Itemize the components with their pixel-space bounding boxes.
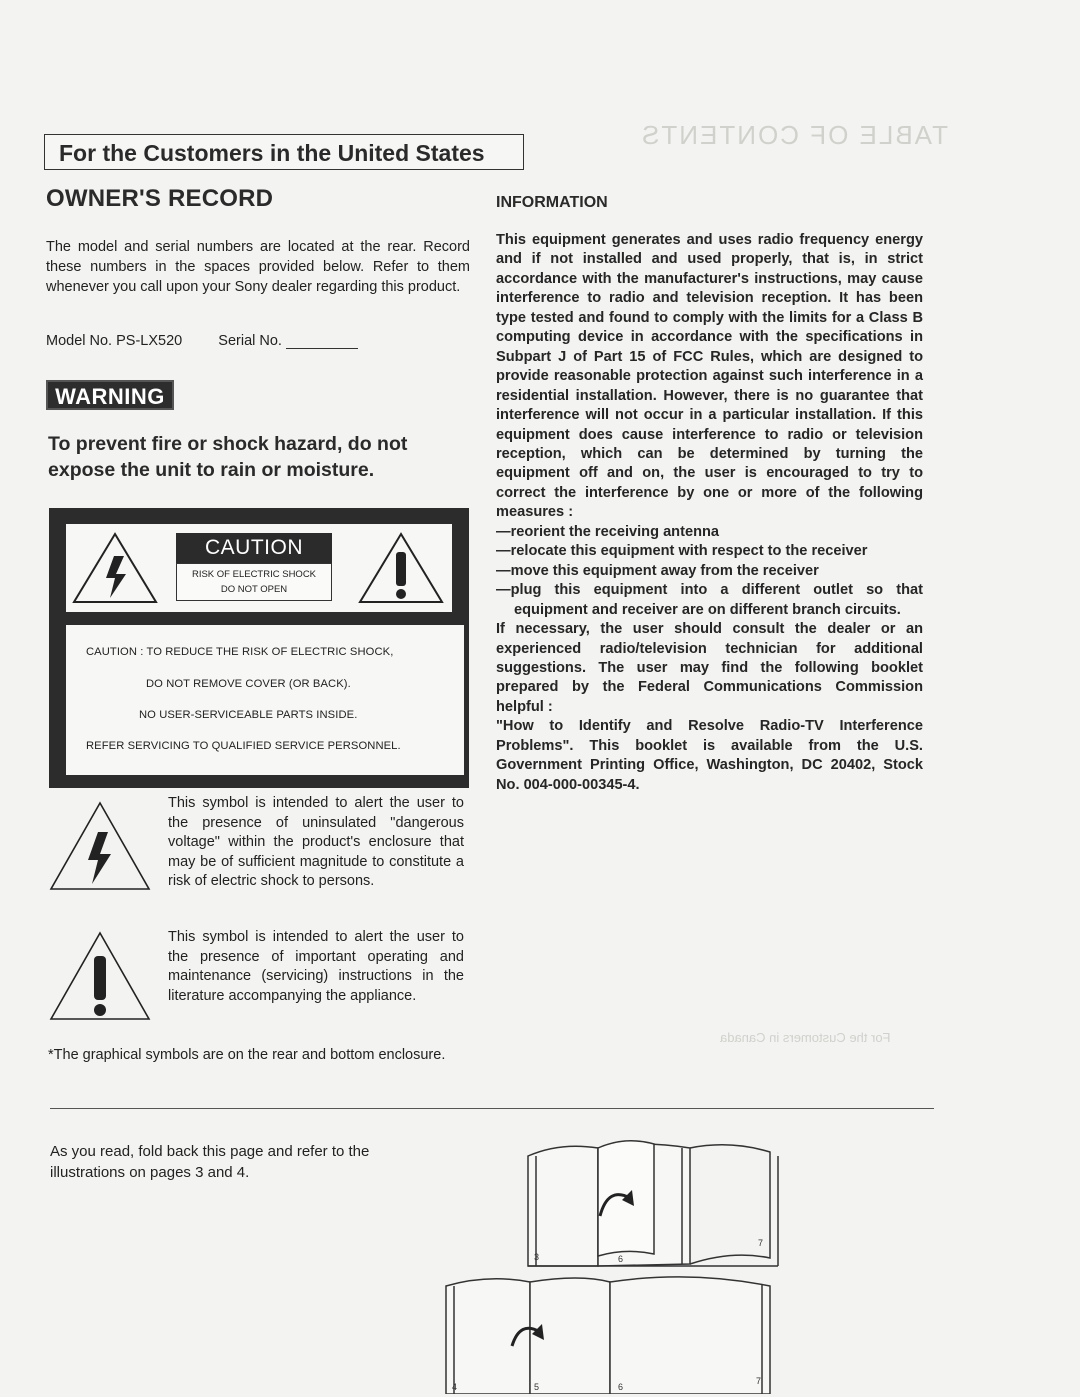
fire-shock-warning: To prevent fire or shock hazard, do not expose the unit to rain or moisture. — [48, 433, 408, 481]
measure-item: —reorient the receiving antenna — [496, 523, 720, 540]
top-page-number-3: 3 — [534, 1252, 540, 1262]
caution-sub-line2: DO NOT OPEN — [220, 584, 288, 595]
exclamation-triangle-icon — [356, 530, 446, 606]
caution-subtitle — [176, 563, 332, 601]
owners-record-heading: OWNER'S RECORD — [46, 185, 274, 212]
measure-item: —move this equipment away from the receiver — [496, 562, 819, 579]
model-number: Model No. PS-LX520 — [46, 333, 183, 349]
us-customers-banner: For the Customers in the United States — [44, 134, 524, 170]
lightning-symbol-icon — [48, 800, 152, 892]
lightning-triangle-icon — [70, 530, 160, 606]
fold-back-booklet-illustration — [440, 1136, 790, 1394]
show-through-canada: For the Customers in Canada — [720, 1030, 891, 1045]
lightning-symbol-text: This symbol is intended to alert the user to the presence of uninsulated "dangerous voltage" within the product's enclosure that may be of sufficient magnitude to constitute a risk of electric shock to persons. — [168, 795, 464, 889]
caution-line-1: CAUTION : TO REDUCE THE RISK OF ELECTRIC SHOCK, — [86, 646, 394, 658]
information-body — [496, 231, 923, 795]
fold-back-instruction: As you read, fold back this page and refer to the illustrations on pages 3 and 4. — [50, 1143, 370, 1181]
model-serial-row — [46, 333, 358, 349]
bottom-page-number-4: 4 — [452, 1382, 458, 1392]
serial-label: Serial No. — [218, 333, 282, 349]
information-paragraph-1: This equipment generates and uses radio frequency energy and if not installed and used properly, that is, in strict accordance with the manufacturer's instructions, may cause interference to radio and television reception. It has been type tested and found to comply with the limits for a Class B computing device in accordance with the specifications in Subpart J of Part 15 of FCC Rules, which are designed to provide reasonable protection against such interference in a residential installation. However, there is no guarantee that interference will not occur in a particular installation. If this equipment does cause interference to radio or television reception, which can be determined by turning the equipment off and on, the user is encouraged to try to correct the interference by one or more of the following measures : — [496, 232, 923, 521]
caution-line-4: REFER SERVICING TO QUALIFIED SERVICE PERSONNEL. — [86, 740, 401, 752]
caution-line-2: DO NOT REMOVE COVER (OR BACK). — [146, 678, 351, 690]
owners-record-paragraph: The model and serial numbers are located at the rear. Record these numbers in the spaces provided below. Refer to them whenever you call upon your Sony dealer regarding this product. — [46, 239, 470, 296]
bottom-page-number-6: 6 — [618, 1382, 624, 1392]
caution-line-3: NO USER-SERVICEABLE PARTS INSIDE. — [139, 709, 358, 721]
caution-sub-line1: RISK OF ELECTRIC SHOCK — [191, 569, 317, 580]
information-paragraph-3: "How to Identify and Resolve Radio-TV Interference Problems". This booklet is available from the U.S. Government Printing Office, Washington, DC 20402, Stock No. 004-000-00345-4. — [496, 718, 923, 793]
show-through-title: TABLE OF CONTENTS — [640, 120, 948, 150]
measure-item: —plug this equipment into a different outlet so that equipment and receiver are on different branch circuits. — [496, 582, 923, 618]
information-paragraph-2: If necessary, the user should consult the dealer or an experienced radio/television technician for additional suggestions. The user may find the following booklet prepared by the Federal Communications Commission helpful : — [496, 621, 923, 715]
graphical-symbols-note: *The graphical symbols are on the rear and bottom enclosure. — [48, 1047, 446, 1063]
measure-item: —relocate this equipment with respect to the receiver — [496, 543, 868, 560]
warning-badge: WARNING — [46, 380, 174, 410]
section-divider — [50, 1108, 934, 1109]
exclamation-symbol-text: This symbol is intended to alert the user to the presence of important operating and maintenance (servicing) instructions in the literature accompanying the appliance. — [168, 929, 464, 1004]
bottom-page-number-7: 7 — [756, 1376, 762, 1386]
serial-number-blank — [286, 334, 358, 349]
information-heading: INFORMATION — [496, 194, 608, 211]
bottom-page-number-5: 5 — [534, 1382, 540, 1392]
top-page-number-6: 6 — [618, 1254, 624, 1264]
exclamation-symbol-icon — [48, 930, 152, 1022]
top-page-number-7: 7 — [758, 1238, 764, 1248]
caution-title: CAUTION — [176, 533, 332, 563]
